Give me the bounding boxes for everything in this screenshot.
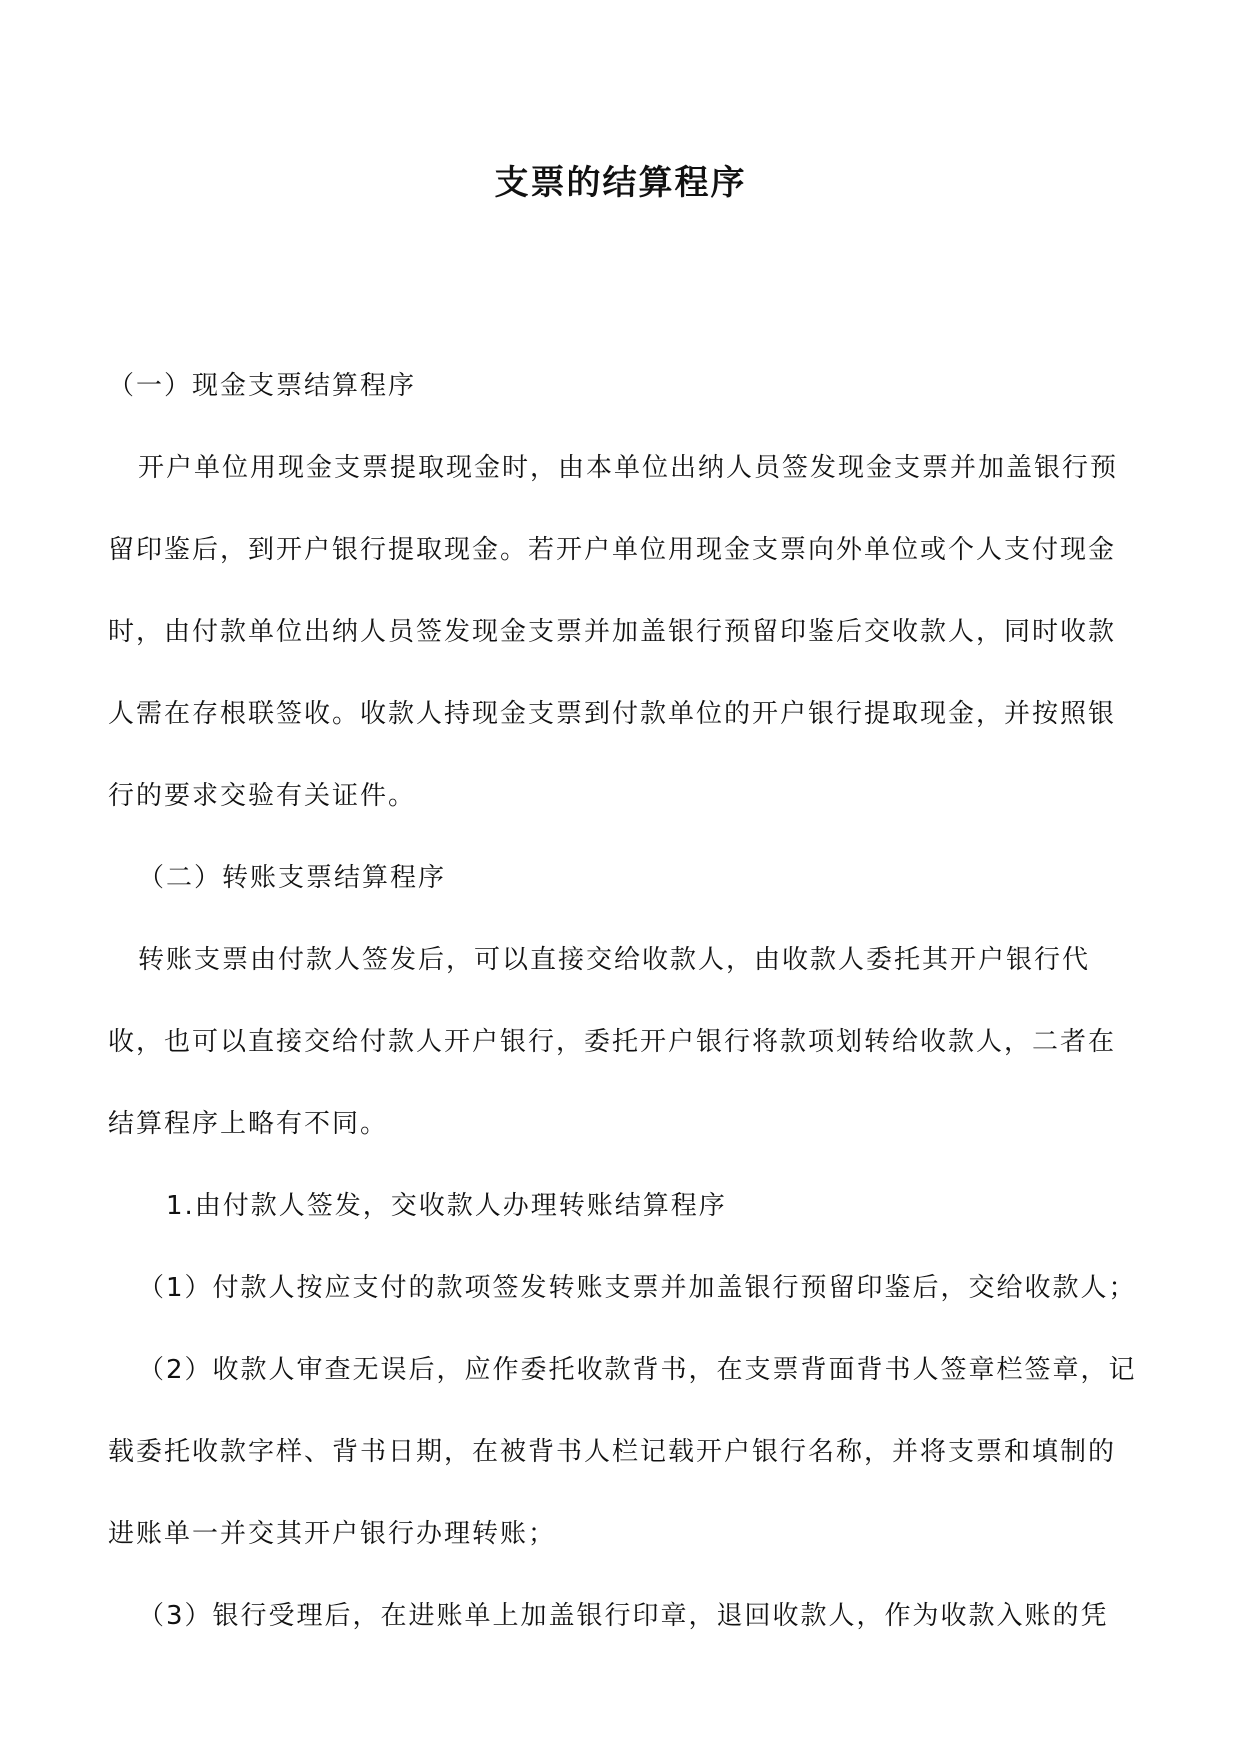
section-heading-cash-check: （一）现金支票结算程序 bbox=[108, 371, 417, 401]
paragraph-cash-check-procedure: 开户单位用现金支票提取现金时，由本单位出纳人员签发现金支票并加盖银行预留印鉴后，到开户银行提取现金。若开户单位用现金支票向外单位或个人支付现金时，由付款单位出纳人员签发现金支票并加盖银行预留印鉴后交收款人，同时收款人需在存根联签收。收款人持现金支票到付款单位的开户银行提取现金，并按照银行的要求交验有关证件。 bbox=[108, 453, 1119, 811]
document-title: 支票的结算程序 bbox=[494, 163, 747, 203]
subsection-heading-payer-issued: 1.由付款人签发，交收款人办理转账结算程序 bbox=[166, 1191, 727, 1221]
section-heading-transfer-check: （二）转账支票结算程序 bbox=[138, 863, 447, 893]
list-item-step-3: （3）银行受理后，在进账单上加盖银行印章，退回收款人，作为收款入账的凭 bbox=[138, 1601, 1109, 1631]
paragraph-transfer-check-procedure: 转账支票由付款人签发后，可以直接交给收款人，由收款人委托其开户银行代收，也可以直接交给付款人开户银行，委托开户银行将款项划转给收款人，二者在结算程序上略有不同。 bbox=[108, 945, 1117, 1139]
list-item-step-1: （1）付款人按应支付的款项签发转账支票并加盖银行预留印鉴后，交给收款人； bbox=[138, 1273, 1137, 1303]
document-body bbox=[108, 345, 1138, 1657]
list-item-step-2: （2）收款人审查无误后，应作委托收款背书，在支票背面背书人签章栏签章，记载委托收款字样、背书日期，在被背书人栏记载开户银行名称，并将支票和填制的进账单一并交其开户银行办理转账； bbox=[108, 1355, 1137, 1549]
